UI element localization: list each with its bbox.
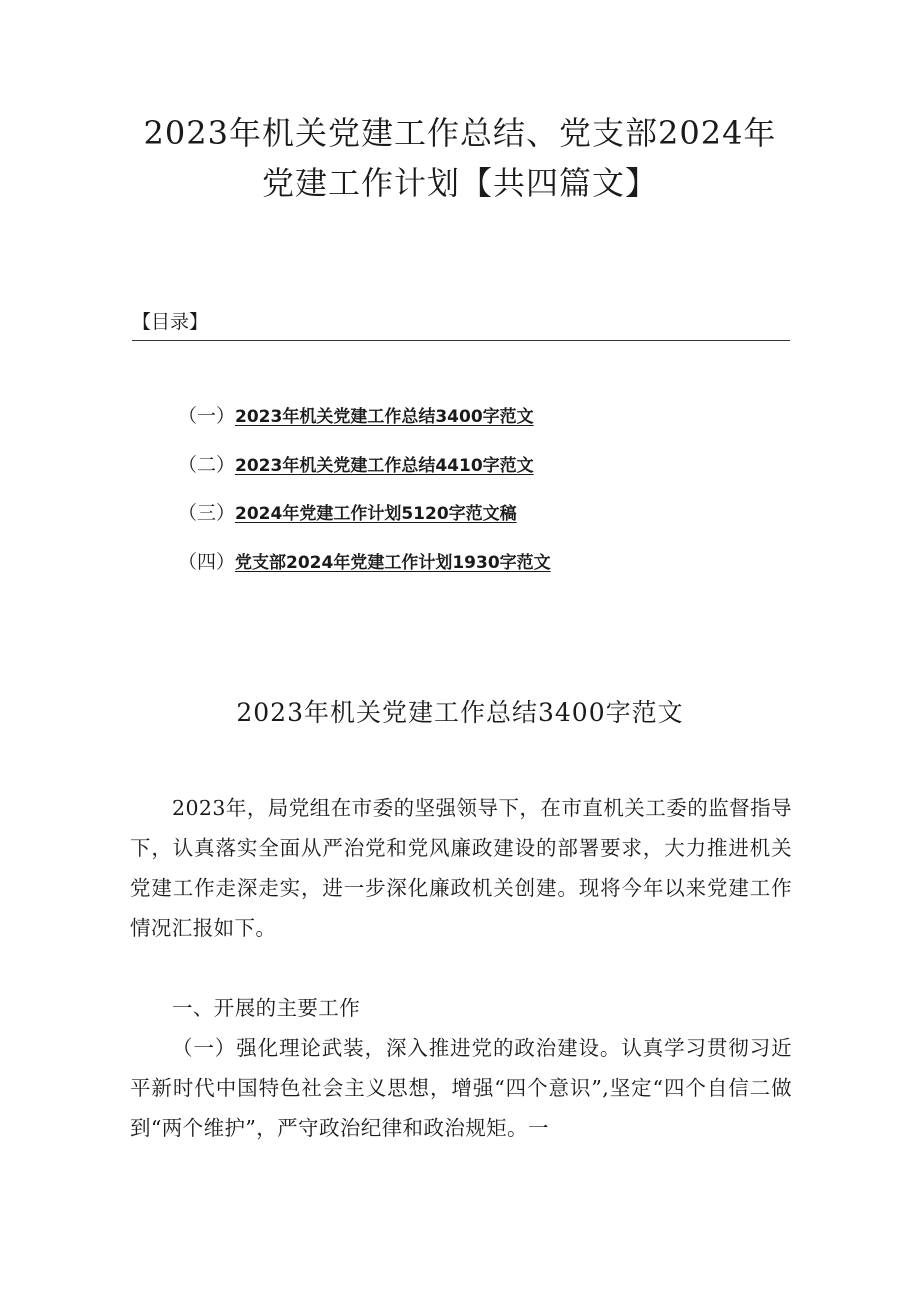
toc-list bbox=[178, 404, 551, 598]
toc-item-1[interactable] bbox=[178, 404, 551, 453]
section-title: 2023年机关党建工作总结3400字范文 bbox=[236, 698, 684, 727]
toc-link-3[interactable]: 2024年党建工作计划5120字范文稿 bbox=[235, 504, 517, 524]
toc-item-4[interactable] bbox=[178, 550, 551, 599]
toc-link-4[interactable]: 党支部2024年党建工作计划1930字范文 bbox=[235, 552, 551, 573]
toc-heading: 【目录】 bbox=[132, 311, 209, 333]
document-title bbox=[100, 108, 820, 208]
toc-item-3[interactable] bbox=[178, 501, 551, 550]
toc-item-number: （一） bbox=[178, 405, 236, 427]
toc-item-number: （二） bbox=[178, 453, 236, 476]
toc-item-number: （三） bbox=[178, 502, 236, 524]
toc-divider bbox=[132, 340, 790, 341]
body-paragraph-1: 2023年，局党组在市委的坚强领导下，在市直机关工委的监督指导下，认真落实全面从严治党和党风廉政建设的部署要求，大力推进机关党建工作走深走实，进一步深化廉政机关创建。现将今年以来党建工作情况汇报如下。 bbox=[130, 796, 792, 940]
document-title-line-1: 2023年机关党建工作总结、党支部2024年 bbox=[143, 114, 777, 152]
toc-link-1[interactable]: 2023年机关党建工作总结3400字范文 bbox=[235, 407, 534, 427]
toc-item-2[interactable] bbox=[178, 453, 551, 502]
body-paragraph-2: （一）强化理论武装，深入推进党的政治建设。认真学习贯彻习近平新时代中国特色社会主义思想，增强“四个意识”,坚定“四个自信二做到“两个维护”，严守政治纪律和政治规矩。一 bbox=[130, 1036, 792, 1140]
document-title-line-2: 党建工作计划【共四篇文】 bbox=[261, 164, 658, 202]
body-subheading: 一、开展的主要工作 bbox=[172, 996, 361, 1020]
toc-item-number: （四） bbox=[178, 550, 236, 573]
toc-link-2[interactable]: 2023年机关党建工作总结4410字范文 bbox=[235, 455, 534, 476]
